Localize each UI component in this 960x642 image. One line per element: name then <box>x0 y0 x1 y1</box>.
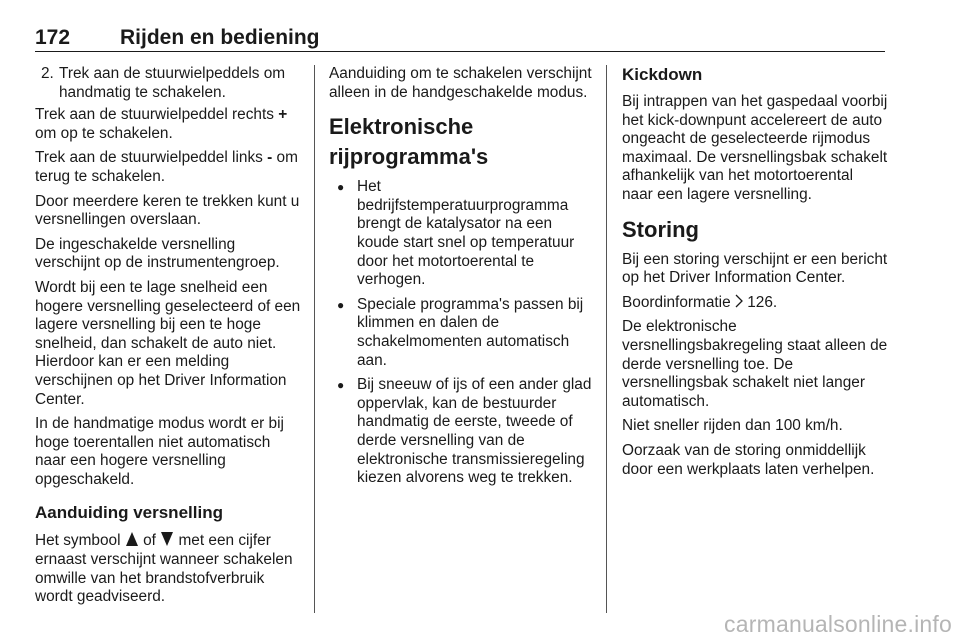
bullet-dot-icon: ● <box>337 378 345 393</box>
bullet-item <box>329 178 592 290</box>
bullet-text: Het bedrijfstemperatuurprogramma brengt de katalysator na een koude start snel op temperatuur door het motortoerental te verhogen. <box>357 178 575 289</box>
triangle-up-icon <box>125 531 139 547</box>
heading-kickdown: Kickdown <box>622 65 703 84</box>
page-number: 172 <box>35 26 71 49</box>
bullet-text: Bij sneeuw of ijs of een ander glad oppervlak, kan de bestuurder handmatig de eerste, tweede of derde versnelling van de elektronische transmissieregeling kiezen alvorens weg te trekken. <box>357 376 592 487</box>
paragraph-manual-mode: In de handmatige modus wordt er bij hoge toerentallen niet automatisch naar een hogere versnelling opgeschakeld. <box>35 415 284 488</box>
paragraph-reference <box>622 294 888 313</box>
step-number: 2. <box>41 65 54 82</box>
paragraph-kickdown: Bij intrappen van het gaspedaal voorbij het kick-downpunt accelereert de auto ongeacht de geselecteerde rijmodus maximaal. De versnellingsbak schakelt afhankelijk van het motortoerental naar een lagere versnelling. <box>622 93 888 203</box>
chapter-title: Rijden en bediening <box>120 26 320 49</box>
symbol-text-post: met een cijfer ernaast verschijnt wanneer schakelen omwille van het brandstofverbruik wordt geadviseerd. <box>35 532 293 606</box>
paragraph-downshift <box>35 149 301 186</box>
paragraph-skip-gears: Door meerdere keren te trekken kunt u versnellingen overslaan. <box>35 192 300 229</box>
minus-symbol: - <box>267 149 273 167</box>
column-divider-right <box>606 65 607 613</box>
symbol-text-pre: Het symbool <box>35 532 125 550</box>
symbol-text-of: of <box>138 532 161 550</box>
plus-symbol: + <box>278 106 288 124</box>
paragraph-shift-symbol <box>35 531 301 606</box>
paragraph-workshop: Oorzaak van de storing onmiddellijk door een werkplaats laten verhelpen. <box>622 441 875 478</box>
reference-text: Boordinformatie <box>622 293 735 311</box>
heading-fault: Storing <box>622 216 699 242</box>
numbered-step-2 <box>35 65 301 102</box>
paragraph-speed-warning: Wordt bij een te lage snelheid een hogere versnelling geselecteerd of een lagere versnelling bij een te hoge snelheid, dan schakelt de auto niet. Hierdoor kan er een melding verschijnen op het Driver Information Center. <box>35 278 301 408</box>
bullet-item <box>329 296 592 370</box>
paragraph-upshift <box>35 106 301 143</box>
triangle-down-icon <box>160 531 174 547</box>
bullet-text: Speciale programma's passen bij klimmen en dalen de schakelmomenten automatisch aan. <box>357 295 584 369</box>
paragraph-electronic-control: De elektronische versnellingsbakregeling staat alleen de derde versnelling toe. De versnellingsbak schakelt niet langer automatisch. <box>622 318 888 410</box>
heading-gear-indicator: Aanduiding versnelling <box>35 503 223 523</box>
column-2 <box>329 65 592 494</box>
column-divider-left <box>314 65 315 613</box>
reference-arrow-icon <box>735 294 743 308</box>
column-3 <box>622 65 888 485</box>
downshift-text-post: om terug te schakelen. <box>35 149 298 185</box>
column-1 <box>35 65 301 613</box>
upshift-text-post: om op te schakelen. <box>35 124 173 142</box>
page-header <box>35 27 885 52</box>
paragraph-fault-message: Bij een storing verschijnt er een bericht op het Driver Information Center. <box>622 250 888 287</box>
downshift-text-pre: Trek aan de stuurwielpeddel links <box>35 149 268 167</box>
bullet-dot-icon: ● <box>337 297 345 312</box>
paragraph-gear-display: De ingeschakelde versnelling verschijnt op de instrumentengroep. <box>35 235 280 272</box>
bullet-dot-icon: ● <box>337 180 345 195</box>
reference-page[interactable]: 126. <box>742 293 778 311</box>
watermark: carmanualsonline.info <box>724 611 952 637</box>
upshift-text-pre: Trek aan de stuurwielpeddel rechts <box>35 106 279 124</box>
paragraph-speed-limit: Niet sneller rijden dan 100 km/h. <box>622 417 843 435</box>
bullet-item <box>329 376 592 488</box>
step-text: Trek aan de stuurwielpeddels om handmatig te schakelen. <box>59 65 286 101</box>
heading-electronic-programs: Elektronische rijprogramma's <box>329 114 489 170</box>
paragraph-shift-indicator: Aanduiding om te schakelen verschijnt alleen in de handgeschakelde modus. <box>329 65 592 101</box>
